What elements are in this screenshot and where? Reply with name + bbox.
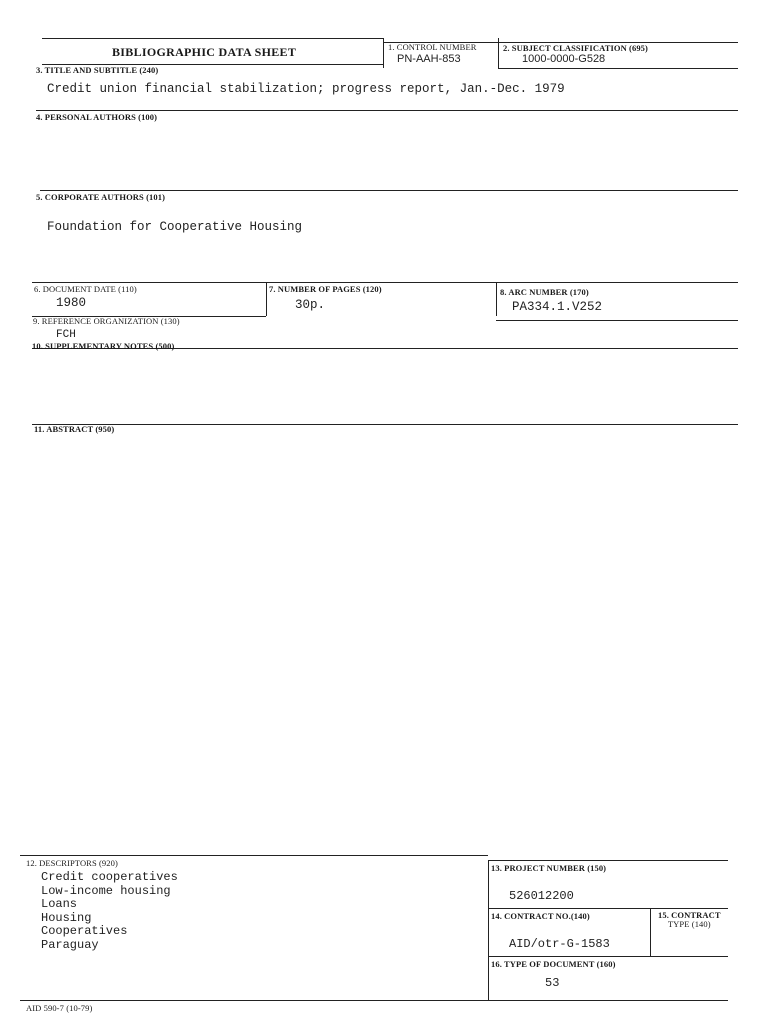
contract-type-divider <box>650 908 651 956</box>
number-of-pages-value: 30p. <box>295 298 326 312</box>
document-type-rule <box>488 956 728 957</box>
document-type-label: 16. TYPE OF DOCUMENT (160) <box>491 959 616 969</box>
footer-divider <box>488 860 489 1000</box>
descriptor-item: Cooperatives <box>41 924 128 938</box>
descriptors-list <box>41 871 178 952</box>
arc-number-value: PA334.1.V252 <box>512 300 603 314</box>
date-row-divider-2 <box>496 282 497 316</box>
descriptors-rule <box>20 855 488 856</box>
contract-type-label <box>658 911 721 929</box>
header-divider-2 <box>498 38 499 68</box>
control-number-value: PN-AAH-853 <box>397 53 461 65</box>
project-number-label: 13. PROJECT NUMBER (150) <box>491 863 607 873</box>
corporate-authors-value: Foundation for Cooperative Housing <box>47 220 303 234</box>
contract-no-value: AID/otr-G-1583 <box>509 937 610 951</box>
project-number-value: 526012200 <box>509 889 574 903</box>
descriptor-item: Paraguay <box>41 937 99 952</box>
header-divider-1 <box>383 38 384 68</box>
contract-type-label-line-2: TYPE (140) <box>667 919 711 929</box>
contract-no-rule <box>488 908 728 909</box>
descriptors-label: 12. DESCRIPTORS (920) <box>26 858 118 868</box>
subject-classification-label: 2. SUBJECT CLASSIFICATION (695) <box>503 43 648 53</box>
top-rule <box>42 38 383 39</box>
document-type-value: 53 <box>545 976 560 990</box>
descriptor-item: Loans <box>41 897 78 911</box>
sheet-title: BIBLIOGRAPHIC DATA SHEET <box>112 45 297 59</box>
personal-authors-rule <box>36 110 738 111</box>
document-date-label: 6. DOCUMENT DATE (110) <box>34 284 137 294</box>
header-bottom-rule-right <box>498 68 738 69</box>
supplementary-notes-label: 10. SUPPLEMENTARY NOTES (500) <box>32 341 175 351</box>
footer-bottom-rule <box>20 1000 728 1001</box>
descriptor-item: Low-income housing <box>41 883 171 898</box>
contract-no-label: 14. CONTRACT NO.(140) <box>491 911 590 921</box>
abstract-label: 11. ABSTRACT (950) <box>34 424 115 434</box>
date-row-rule <box>32 282 738 283</box>
contract-type-label-line-1: 15. CONTRACT <box>658 910 721 920</box>
subject-classification-value: 1000-0000-G528 <box>522 53 606 65</box>
descriptor-item: Housing <box>41 910 92 925</box>
project-number-rule <box>488 860 728 861</box>
reference-organization-label: 9. REFERENCE ORGANIZATION (130) <box>33 316 180 326</box>
descriptor-item: Credit cooperatives <box>41 870 178 884</box>
form-number: AID 590-7 (10-79) <box>26 1003 93 1013</box>
corporate-authors-rule <box>40 190 738 191</box>
document-date-value: 1980 <box>56 296 87 310</box>
title-value: Credit union financial stabilization; progress report, Jan.-Dec. 1979 <box>47 82 565 96</box>
abstract-rule <box>32 424 738 425</box>
title-label: 3. TITLE AND SUBTITLE (240) <box>36 65 159 75</box>
control-number-label: 1. CONTROL NUMBER <box>388 42 477 52</box>
personal-authors-label: 4. PERSONAL AUTHORS (100) <box>36 112 158 122</box>
date-row-divider-1 <box>266 282 267 316</box>
number-of-pages-label: 7. NUMBER OF PAGES (120) <box>269 284 382 294</box>
reference-organization-value: FCH <box>56 329 76 341</box>
corporate-authors-label: 5. CORPORATE AUTHORS (101) <box>36 192 166 202</box>
arc-number-label: 8. ARC NUMBER (170) <box>500 287 589 297</box>
reference-org-right-rule <box>496 320 738 321</box>
